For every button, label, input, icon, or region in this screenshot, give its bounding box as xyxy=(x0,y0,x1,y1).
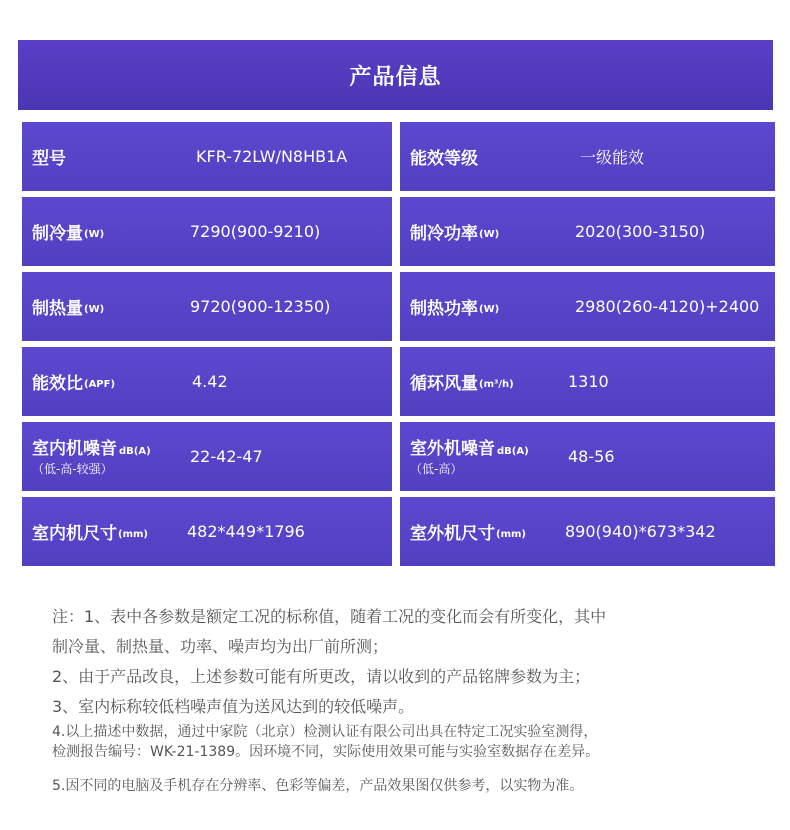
spec-value: 4.42 xyxy=(192,372,228,391)
section-title: 产品信息 xyxy=(349,64,442,90)
spec-unit: (W) xyxy=(479,229,500,240)
spec-cell-indoor-noise xyxy=(22,422,392,491)
spec-value: KFR-72LW/N8HB1A xyxy=(196,147,348,166)
spec-cell-heating-capacity xyxy=(22,272,392,341)
note-4a: 4.以上描述中数据，通过中家院（北京）检测认证有限公司出具在特定工况实验室测得， xyxy=(52,724,598,740)
spec-unit: (mm) xyxy=(496,529,526,540)
spec-cell-cooling-capacity xyxy=(22,197,392,266)
spec-value: 1310 xyxy=(568,372,609,391)
spec-label: 室内机尺寸 xyxy=(32,524,117,544)
spec-unit: (m³/h) xyxy=(479,379,514,390)
spec-unit: (W) xyxy=(84,304,105,315)
spec-cell-model xyxy=(22,122,392,191)
note-1b: 制冷量、制热量、功率、噪声均为出厂前所测； xyxy=(52,637,389,656)
notes-section xyxy=(52,602,762,796)
spec-label: 室外机尺寸 xyxy=(410,524,495,544)
spec-label: 制热量 xyxy=(32,299,83,319)
note-3: 3、室内标称较低档噪声值为送风达到的较低噪声。 xyxy=(52,697,415,716)
section-title-bar xyxy=(18,40,773,110)
spec-cell-outdoor-noise xyxy=(400,422,775,491)
spec-unit: (W) xyxy=(479,304,500,315)
note-1a: 注：1、表中各参数是额定工况的标称值，随着工况的变化而会有所变化，其中 xyxy=(52,607,607,626)
note-5: 5.因不同的电脑及手机存在分辨率、色彩等偏差，产品效果图仅供参考，以实物为准。 xyxy=(52,778,584,794)
spec-label: 能效比 xyxy=(32,374,83,394)
spec-cell-cooling-power xyxy=(400,197,775,266)
spec-unit: dB(A) xyxy=(119,446,151,457)
spec-value: 2980(260-4120)+2400 xyxy=(575,297,760,316)
spec-label: 制冷量 xyxy=(32,224,83,244)
spec-value: 一级能效 xyxy=(580,148,645,167)
spec-value: 48-56 xyxy=(568,447,615,466)
spec-unit: (mm) xyxy=(118,529,148,540)
spec-label: 室外机噪音 xyxy=(410,439,495,459)
spec-value: 2020(300-3150) xyxy=(575,222,706,241)
spec-label: 室内机噪音 xyxy=(32,439,117,459)
spec-value: 482*449*1796 xyxy=(187,522,305,541)
spec-label: 循环风量 xyxy=(410,374,478,394)
spec-value: 890(940)*673*342 xyxy=(565,522,716,541)
spec-label: 型号 xyxy=(32,149,66,169)
spec-cell-indoor-size xyxy=(22,497,392,566)
spec-value: 22-42-47 xyxy=(190,447,263,466)
spec-value: 9720(900-12350) xyxy=(190,297,331,316)
spec-unit: (W) xyxy=(84,229,105,240)
spec-cell-outdoor-size xyxy=(400,497,775,566)
spec-label: 能效等级 xyxy=(410,149,478,169)
note-2: 2、由于产品改良，上述参数可能有所更改，请以收到的产品铭牌参数为主； xyxy=(52,667,591,686)
note-4b: 检测报告编号：WK-21-1389。因环境不同，实际使用效果可能与实验室数据存在差异。 xyxy=(52,744,600,760)
spec-sub-label: （低-高） xyxy=(410,462,463,476)
spec-sub-label: （低-高-较强） xyxy=(32,462,113,476)
spec-cell-efficiency-grade xyxy=(400,122,775,191)
spec-unit: (APF) xyxy=(84,379,116,390)
spec-label: 制热功率 xyxy=(410,299,478,319)
spec-label: 制冷功率 xyxy=(410,224,478,244)
spec-cell-airflow xyxy=(400,347,775,416)
spec-cell-heating-power xyxy=(400,272,775,341)
spec-value: 7290(900-9210) xyxy=(190,222,321,241)
spec-cell-apf xyxy=(22,347,392,416)
spec-unit: dB(A) xyxy=(497,446,529,457)
